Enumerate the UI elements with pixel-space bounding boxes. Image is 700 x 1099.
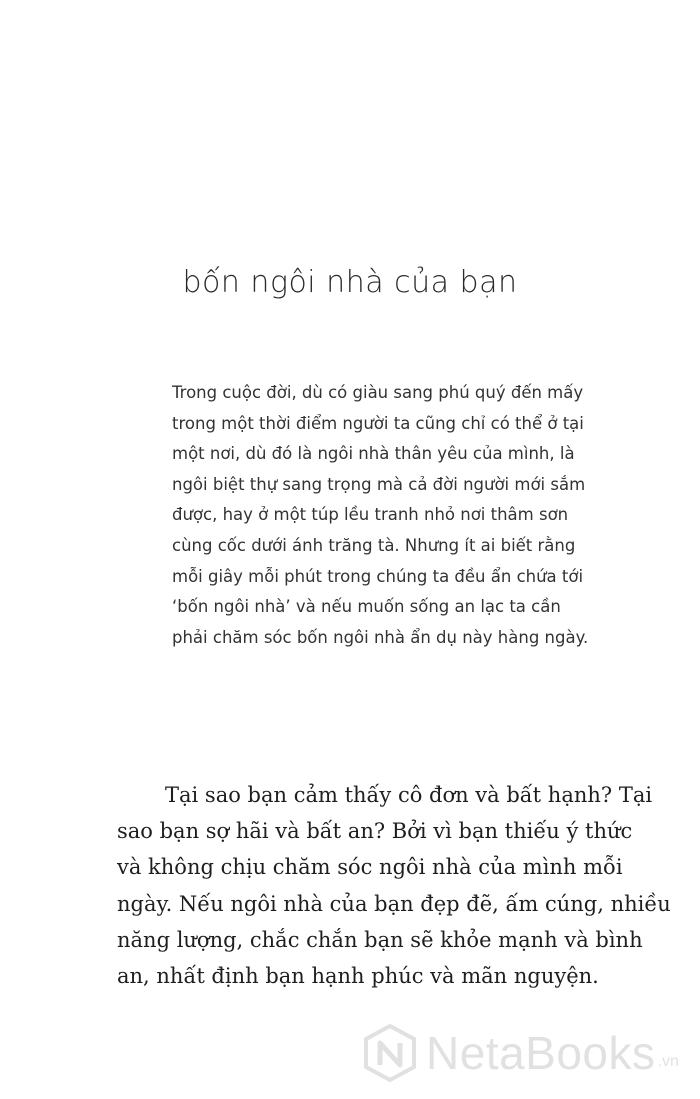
body-line: năng lượng, chắc chắn bạn sẽ khỏe mạnh và bình <box>117 927 643 952</box>
watermark-brand: NetaBooks <box>426 1027 656 1079</box>
body-paragraph <box>117 777 671 994</box>
chapter-intro <box>172 378 589 653</box>
chapter-title: bốn ngôi nhà của bạn <box>182 265 518 300</box>
body-line: và không chịu chăm sóc ngôi nhà của mình mỗi <box>117 855 623 880</box>
body-line: an, nhất định bạn hạnh phúc và mãn nguyện. <box>117 964 599 989</box>
intro-line: cùng cốc dưới ánh trăng tà. Nhưng ít ai biết rằng <box>172 535 576 555</box>
netabooks-logo-icon <box>362 1023 418 1083</box>
intro-line: phải chăm sóc bốn ngôi nhà ẩn dụ này hàng ngày. <box>172 627 589 647</box>
intro-line: một nơi, dù đó là ngôi nhà thân yêu của mình, là <box>172 444 575 464</box>
body-line: ngày. Nếu ngôi nhà của bạn đẹp đẽ, ấm cúng, nhiều <box>117 891 671 916</box>
intro-line: mỗi giây mỗi phút trong chúng ta đều ẩn chứa tới <box>172 566 584 586</box>
intro-line: trong một thời điểm người ta cũng chỉ có thể ở tại <box>172 413 584 433</box>
intro-line: Trong cuộc đời, dù có giàu sang phú quý đến mấy <box>172 383 584 402</box>
watermark-tld: .vn <box>657 1053 679 1070</box>
body-line: Tại sao bạn cảm thấy cô đơn và bất hạnh? Tại <box>165 783 653 807</box>
intro-line: ngôi biệt thự sang trọng mà cả đời người mới sắm <box>172 474 586 494</box>
intro-line: ‘bốn ngôi nhà’ và nếu muốn sống an lạc ta cần <box>172 597 561 617</box>
netabooks-watermark <box>362 1023 679 1083</box>
intro-line: được, hay ở một túp lều tranh nhỏ nơi thâm sơn <box>172 505 569 525</box>
body-line: sao bạn sợ hãi và bất an? Bởi vì bạn thiếu ý thức <box>117 819 633 844</box>
